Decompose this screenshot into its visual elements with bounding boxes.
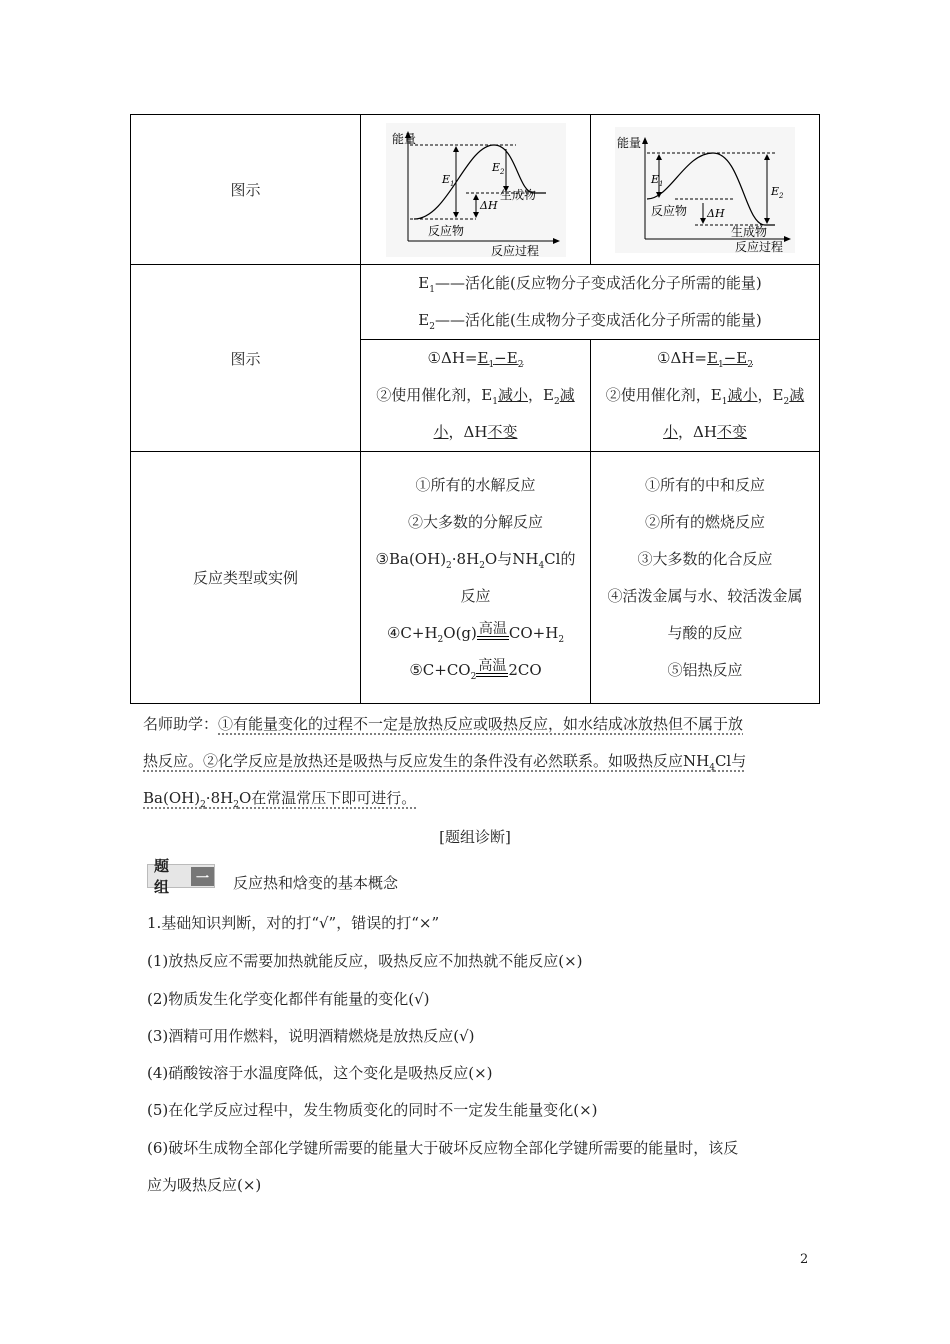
y-axis-label: 能量 (391, 131, 416, 146)
list-item: ②大多数的分解反应 (407, 512, 543, 531)
delta-h-equation: $①\Delta H=E_1-E_2$ (427, 349, 524, 370)
endothermic-diagram-cell (591, 115, 820, 265)
y-axis-label: 能量 (617, 135, 642, 150)
reaction-condition: 高温 (477, 622, 509, 646)
row-label-diagram-2: 图示 (131, 265, 361, 452)
list-item: 与酸的反应 (667, 623, 743, 642)
exothermic-relations (361, 340, 591, 452)
catalyst-effect: ②使用催化剂，$E_1$减小，$E_2$减 (605, 386, 805, 407)
x-axis-label: 反应过程 (735, 239, 784, 253)
group-title: 反应热和焓变的基本概念 (233, 874, 399, 892)
reaction-comparison-table (130, 114, 820, 704)
exothermic-diagram-cell (361, 115, 591, 265)
table-row (131, 452, 820, 704)
row-label-reaction-types: 反应类型或实例 (131, 452, 361, 704)
statement-6-cont: 应为吸热反应(×) (147, 1176, 262, 1194)
product-label: 生成物 (499, 187, 536, 202)
question-1: 1.基础知识判断，对的打“√”，错误的打“×” (147, 914, 440, 932)
catalyst-effect-cont: 小，ΔH不变 (433, 423, 518, 441)
statement-1: (1)放热反应不需要加热就能反应，吸热反应不加热就不能反应(×) (147, 952, 583, 970)
list-item: 反应 (460, 586, 491, 605)
delta-h-equation: $①\Delta H=E_1-E_2$ (657, 349, 753, 370)
catalyst-effect: ②使用催化剂，$E_1$减小，$E_2$减 (376, 386, 575, 407)
endothermic-energy-diagram (615, 127, 795, 253)
x-axis-label: 反应过程 (490, 243, 539, 257)
exothermic-examples (591, 452, 820, 704)
list-item: ④活泼金属与水、较活泼金属 (607, 586, 803, 605)
e1-label: $E_1$ (651, 172, 664, 188)
e2-label: $E_2$ (491, 160, 504, 176)
statement-3: (3)酒精可用作燃料，说明酒精燃烧是放热反应(√) (147, 1027, 475, 1045)
delta-h-label: ΔH (707, 206, 725, 220)
e1-definition: $E_1——$活化能(反应物分子变成活化分子所需的能量) (418, 274, 762, 295)
list-item: ①所有的水解反应 (415, 475, 536, 494)
table-row (131, 115, 820, 265)
list-item: $④C+H_2O(g)$ 高温 $CO+H_2$ (386, 620, 565, 645)
list-item: ②所有的燃烧反应 (644, 512, 765, 531)
section-title: [题组诊断] (439, 828, 511, 846)
statement-6: (6)破坏生成物全部化学键所需要的能量大于破坏反应物全部化学键所需要的能量时，该反 (147, 1139, 739, 1157)
e2-definition: $E_2——$活化能(生成物分子变成活化分子所需的能量) (418, 311, 762, 332)
group-badge: 题组 一 (147, 864, 215, 888)
list-item: ③大多数的化合反应 (637, 549, 773, 568)
delta-h-label: ΔH (479, 198, 498, 212)
activation-energy-definitions (361, 265, 820, 340)
e2-label: $E_2$ (771, 184, 784, 200)
table-row (131, 265, 820, 340)
list-item: $③Ba(OH)_2\cdot 8H_2O$与$NH_4Cl$的 (375, 549, 576, 571)
endothermic-examples (361, 452, 591, 704)
statement-2: (2)物质发生化学变化都伴有能量的变化(√) (147, 990, 430, 1008)
reactant-label: 反应物 (427, 223, 464, 238)
reaction-condition: 高温 (476, 659, 508, 683)
e1-label: $E_1$ (441, 172, 454, 188)
teacher-tip-line-1: 名师助学：①有能量变化的过程不一定是放热反应或吸热反应，如水结成冰放热但不属于放 (143, 715, 744, 733)
row-label-diagram: 图示 (131, 115, 361, 265)
teacher-tip-line-2: 热反应。②化学反应是放热还是吸热与反应发生的条件没有必然联系。如吸热反应$NH_4Cl$与 (143, 752, 747, 773)
list-item: ⑤铝热反应 (667, 660, 743, 679)
statement-5: (5)在化学反应过程中，发生物质变化的同时不一定发生能量变化(×) (147, 1101, 598, 1119)
catalyst-effect-cont: 小，ΔH不变 (663, 423, 747, 441)
reactant-label: 反应物 (651, 203, 688, 218)
teacher-tip-line-3: $Ba(OH)_2\cdot 8H_2O$在常温常压下即可进行。 (143, 789, 417, 810)
list-item: $⑤C+CO_2$ 高温 2CO (409, 657, 542, 682)
exothermic-energy-diagram (386, 123, 566, 257)
statement-4: (4)硝酸铵溶于水温度降低，这个变化是吸热反应(×) (147, 1064, 493, 1082)
list-item: ①所有的中和反应 (644, 475, 765, 494)
product-label: 生成物 (731, 224, 768, 239)
page-number: 2 (800, 1252, 809, 1267)
endothermic-relations (591, 340, 820, 452)
